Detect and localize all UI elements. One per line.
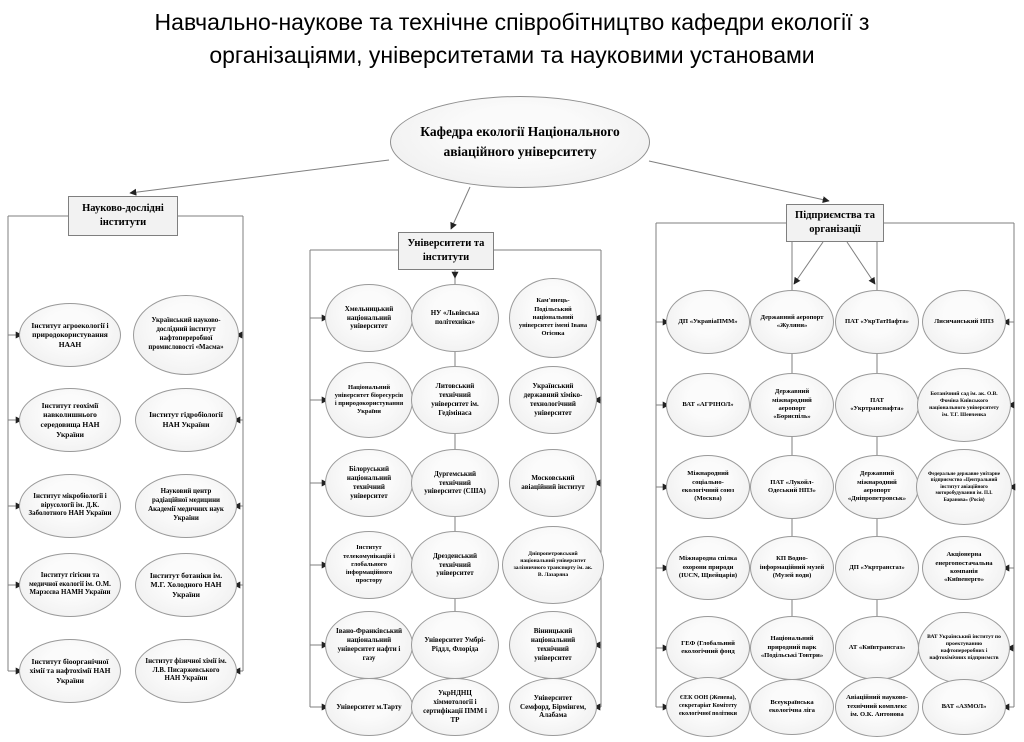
org-node-label: Інститут гідробіології НАН України (149, 410, 223, 429)
org-node-label: ДП «Укртрансгаз» (849, 563, 905, 571)
org-node (411, 449, 499, 517)
org-node-label: Вінницький національний технічний університет (530, 627, 576, 662)
org-node (135, 474, 237, 538)
org-node (509, 449, 597, 517)
org-node (19, 474, 121, 538)
org-node (922, 290, 1006, 354)
org-node (325, 284, 413, 352)
org-node-label: Національний університет біоресурсів і природокористування України (334, 383, 404, 416)
org-node-label: Міжнародний соціально-екологічний союз (Москва) (681, 470, 735, 503)
org-node-label: ВАТ Український інститут по проектуванню нафтопереробних і нафтохімічних підприємств (927, 633, 1001, 662)
org-node-label: Івано-Франківський національний університет нафти і газу (335, 627, 403, 662)
org-node-label: ГЕФ (Глобальний екологічний фонд (681, 639, 735, 655)
org-node-label: Національний природний парк «Подільські Товтри» (760, 635, 824, 660)
group-header-universities (398, 232, 494, 270)
org-node (325, 611, 413, 679)
org-node (325, 449, 413, 517)
org-node-label: Університет Умбрі-Ріддл, Флоріда (424, 636, 486, 653)
org-node-label: НУ «Львівська політехніка» (430, 309, 480, 326)
org-node (411, 611, 499, 679)
org-node-label: ЄЕК ООН (Женева), секретаріат Комітету екологічної політики (678, 695, 738, 717)
group-header-label: Науково-дослідні інститути (82, 203, 164, 228)
org-node (922, 679, 1006, 735)
org-node (19, 553, 121, 617)
org-node (325, 362, 413, 438)
org-node-label: УкрНДНЦ хіммотології і сертифікації ПММ і ТР (423, 689, 487, 724)
org-node (509, 678, 597, 736)
org-node-label: Інститут фізичної хімії ім. Л.В. Писаржевського НАН України (145, 657, 227, 683)
org-node-label: Акціонерна енергопостачальна компанія «Київенерго» (935, 551, 993, 584)
org-node (918, 612, 1010, 684)
org-node-label: Український державний хіміко-технологічний університет (523, 382, 583, 417)
org-node (916, 449, 1012, 525)
org-node (411, 531, 499, 599)
org-node-label: ПАТ «Лукойл-Одеський НПЗ» (768, 478, 816, 494)
org-node-label: Державний міжнародний аеропорт «Бориспіль» (772, 388, 812, 421)
org-node (666, 536, 750, 600)
org-node (325, 531, 413, 599)
org-node (411, 284, 499, 352)
group-header-research (68, 196, 178, 236)
org-node (502, 526, 604, 604)
org-node-label: Інститут мікробіології і вірусології ім. Д.К. Заболотного НАН України (28, 492, 112, 518)
org-node (750, 373, 834, 437)
org-node-label: ПАТ «Укртранснафта» (850, 396, 904, 412)
org-node-label: Московський авіаційний інститут (521, 474, 585, 491)
org-node (135, 553, 237, 617)
org-node (666, 290, 750, 354)
org-node-label: Інститут гігієни та медичної екології ім. О.М. Марзєєва НАМН України (29, 571, 111, 597)
org-node-label: ПАТ «УкрТатНафта» (845, 317, 909, 325)
root-node (390, 96, 650, 188)
org-node (411, 678, 499, 736)
org-node-label: Всеукраїнська екологічна ліга (769, 698, 815, 714)
org-node-label: Литовський технічний університет ім. Гедімінаса (431, 382, 479, 417)
org-node-label: Ботанічний сад ім. ак. О.В. Фоміна Київського національного університету ім. Т.Г. Шевченка (929, 390, 999, 419)
org-node (750, 290, 834, 354)
group-header-label: Університети та інститути (407, 238, 485, 263)
org-node (835, 677, 919, 737)
org-node-label: Дрезденський технічний університет (432, 551, 478, 578)
org-node (922, 536, 1006, 600)
org-node-label: Інститут геохімії навколишнього середовища НАН України (40, 400, 100, 439)
org-node (835, 536, 919, 600)
org-node-label: Державний міжнародний аеропорт «Дніпропетровськ» (847, 470, 907, 503)
org-node-label: АТ «Київтрансгаз» (848, 643, 906, 651)
org-node-label: Науковий центр радіаційної медицини Академії медичних наук України (148, 488, 224, 522)
org-node (133, 295, 239, 375)
root-node-label: Кафедра екології Національного авіаційного університету (420, 124, 620, 159)
org-node-label: Дніпропетровський національний університет залізничного транспорту ім. ак. В. Лазаряна (513, 550, 593, 579)
org-node-label: Державний аеропорт «Жуляни» (760, 313, 824, 329)
org-node-label: Інститут телекомунікацій і глобального інформаційного простору (343, 544, 395, 585)
org-node-label: Хмельницький національний університет (344, 304, 394, 331)
org-node (411, 366, 499, 434)
org-node-label: Білоруський національний технічний університет (346, 465, 392, 500)
org-node-label: Університет м.Тарту (336, 702, 402, 711)
org-node-label: Університет Семфорд, Бірмінгем, Алабама (519, 693, 587, 720)
org-node (325, 678, 413, 736)
org-node-label: Інститут біоорганічної хімії та нафтохімії НАН України (29, 656, 111, 685)
org-node (509, 278, 597, 358)
org-node-label: Дургемський технічний університет (США) (424, 469, 486, 496)
org-node (750, 455, 834, 519)
org-node-label: Лисичанський НПЗ (934, 317, 994, 325)
org-node (666, 455, 750, 519)
org-node-label: Інститут агроекології і природокористування НААН (31, 320, 109, 349)
org-node-label: ДП «УкравіаПММ» (678, 317, 738, 325)
org-node-label: ВАТ «АГРІНОЛ» (682, 400, 734, 408)
org-node (835, 290, 919, 354)
page-title: Навчально-наукове та технічне співробітництво кафедри екології з організаціями, університетами та науковими установами (154, 9, 870, 68)
org-node-label: Федеральне державне унітарне підприємство «Центральний інститут авіаційного моторобудування ім. П.І. Баранова» (Росія) (927, 470, 1001, 503)
org-node (19, 303, 121, 367)
org-node-label: Міжнародна спілка охорони природи (IUCN, Щвейцарія) (678, 555, 738, 580)
org-node-label: Кам'янець-Подільський національний університет імені Івана Огієнка (518, 297, 588, 338)
org-node-label: Інститут ботаніки ім. М.Г. Холодного НАН України (149, 570, 223, 599)
org-node (750, 679, 834, 735)
group-header-label: Підприємства та організації (795, 210, 875, 235)
org-node (19, 388, 121, 452)
org-node-label: Український науково-дослідний інститут нафтопереробної промисловості «Масма» (148, 317, 224, 351)
org-node (835, 373, 919, 437)
org-node (917, 368, 1011, 442)
org-node (750, 616, 834, 680)
org-node-label: КП Водно-інформаційний музей (Музей води) (759, 555, 825, 580)
org-node (666, 677, 750, 737)
org-node (135, 388, 237, 452)
org-node (835, 455, 919, 519)
org-node (835, 616, 919, 680)
org-node-label: Авіаційний науково-технічний комплекс ім. О.К. Антонова (846, 694, 908, 719)
group-header-enterprises (786, 204, 884, 242)
org-node (509, 611, 597, 679)
org-node (666, 616, 750, 680)
org-node (19, 639, 121, 703)
org-node (666, 373, 750, 437)
org-node (135, 639, 237, 703)
org-node (509, 366, 597, 434)
org-node-label: ВАТ «АЗМОЛ» (941, 702, 987, 710)
org-node (750, 536, 834, 600)
